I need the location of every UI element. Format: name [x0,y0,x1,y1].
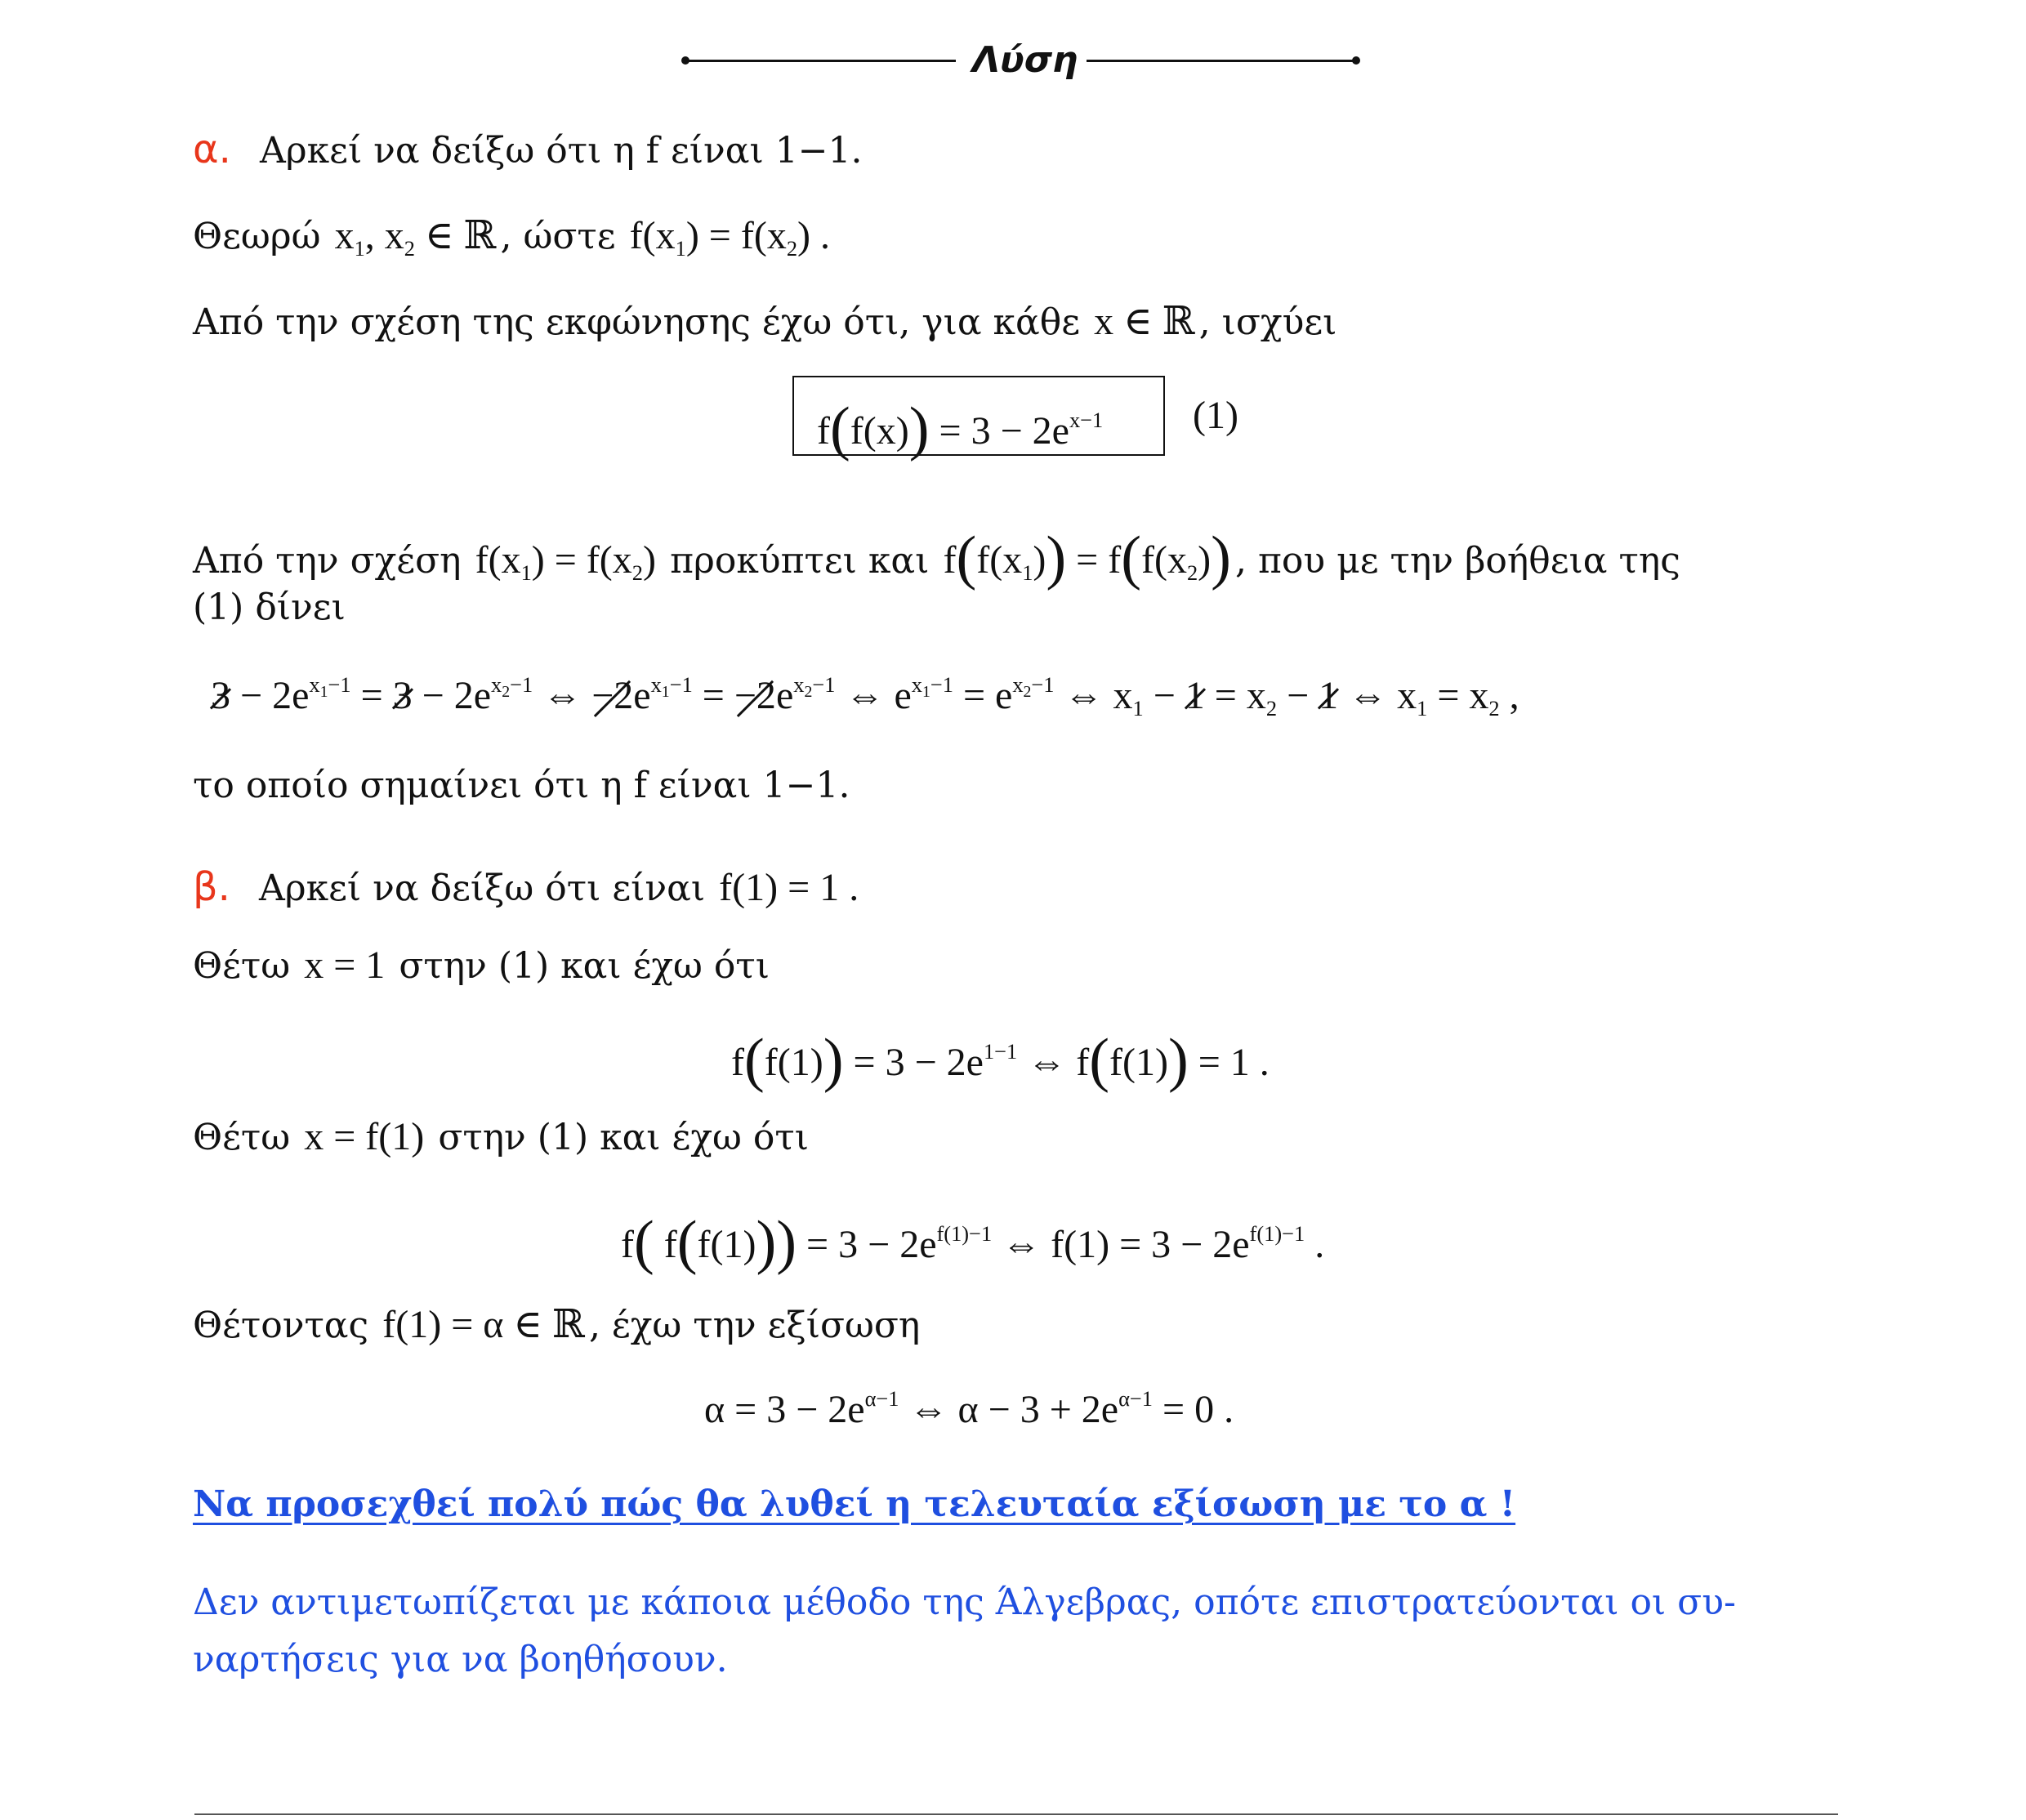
header-rule-right [1087,60,1356,62]
set-xf1-math: x = f(1) [294,1115,435,1158]
from-relation-math: $f(x_1) = f(x_2)$ [465,538,666,586]
have-equation: , έχω την εξίσωση [588,1305,921,1346]
relation-math: x ∈ ℝ [1084,300,1195,343]
equation-x1: $f(f(1)) = 3 - 2e^{1-1}$ ⇔ f(f(1)) = 1 . [731,1026,1270,1094]
relation-intro: Από την σχέση της εκφώνησης έχω ότι, για κάθε [193,301,1081,343]
in-1-have-1: στην (1) και έχω ότι [399,945,770,987]
note-line-1: Δεν αντιμετωπίζεται με κάποια μέθοδο της Άλγεβρας, οπότε επιστρατεύονται οι συ- [193,1581,1736,1623]
header-title: Λύση [972,39,1078,81]
set-xf1-line [193,1117,809,1157]
header-rule-left [686,60,956,62]
gives-text: (1) δίνει [193,587,346,628]
part-b-goal: f(1) = 1 . [709,866,859,909]
setting-word: Θέτοντας [193,1305,369,1346]
consider-math: $x_1$, $x_2$ ∈ ℝ [324,214,497,261]
set-x1-line [193,943,770,987]
set-word-1: Θέτω [193,945,291,987]
part-a-intro: Αρκεί να δείξω ότι η f είναι 1−1. [260,130,863,172]
setting-alpha-math: f(1) = α ∈ ℝ [373,1303,585,1346]
results-text: προκύπτει και [670,540,930,582]
from-relation: Από την σχέση [193,540,462,582]
results-math: $f(f(x_1)) = f(f(x_2))$ [933,524,1231,591]
relation-line [193,302,1337,341]
in-1-have-2: στην (1) και έχω ότι [438,1117,809,1158]
setting-alpha-line [193,1305,920,1345]
part-a-consider-line [193,214,831,261]
header-dot-right [1352,56,1360,65]
equation-1-tag: (1) [1193,394,1238,437]
relation-holds: , ισχύει [1198,301,1337,343]
part-b-label: β. [193,864,230,910]
equation-alpha: $\alpha = 3 - 2e^{\alpha-1}$ ⇔ $\alpha - 3 + 2e^{\alpha-1} = 0$ . [704,1386,1234,1431]
part-a-heading [193,127,863,172]
part-a-conclusion: το οποίο σημαίνει ότι η f είναι 1−1. [193,765,850,806]
footer-rule [194,1813,1838,1815]
note-title: Να προσεχθεί πολύ πώς θα λυθεί η τελευταία εξίσωση με το α ! [193,1483,1516,1525]
set-word-2: Θέτω [193,1117,291,1158]
set-x1-math: x = 1 [294,943,395,987]
consider-word: Θεωρώ [193,216,321,257]
part-b-intro: Αρκεί να δείξω ότι είναι [258,868,706,909]
consider-rest: , ώστε [500,216,616,257]
note-line-2: ναρτήσεις για να βοηθήσουν. [193,1639,728,1680]
consider-equality: $f(x_1) = f(x_2)$ . [619,214,831,261]
with-help-text: , που με την βοήθεια της [1235,540,1680,582]
part-b-heading [193,864,859,910]
injectivity-derivation: $3 - 2e^{x_1-1} = 3 - 2e^{x_2-1}$ ⇔ $-2e^{x_1-1} = -2e^{x_2-1}$ ⇔ $e^{x_1-1} = e^{x_2-1}$ ⇔ $x_1 - 1 = x_2 - 1$ ⇔ $x_1 = x_2$ , [211,672,1520,721]
equation-xf1: f( $f(f(1))) = 3 - 2e^{f(1)-1}$ ⇔ $f(1) = 3 - 2e^{f(1)-1}$ . [621,1208,1325,1276]
part-a-label: α. [193,127,231,172]
equation-1: $f(f(x)) = 3 - 2e^{x-1}$ [817,395,1104,462]
from-relation-line [193,523,1680,591]
